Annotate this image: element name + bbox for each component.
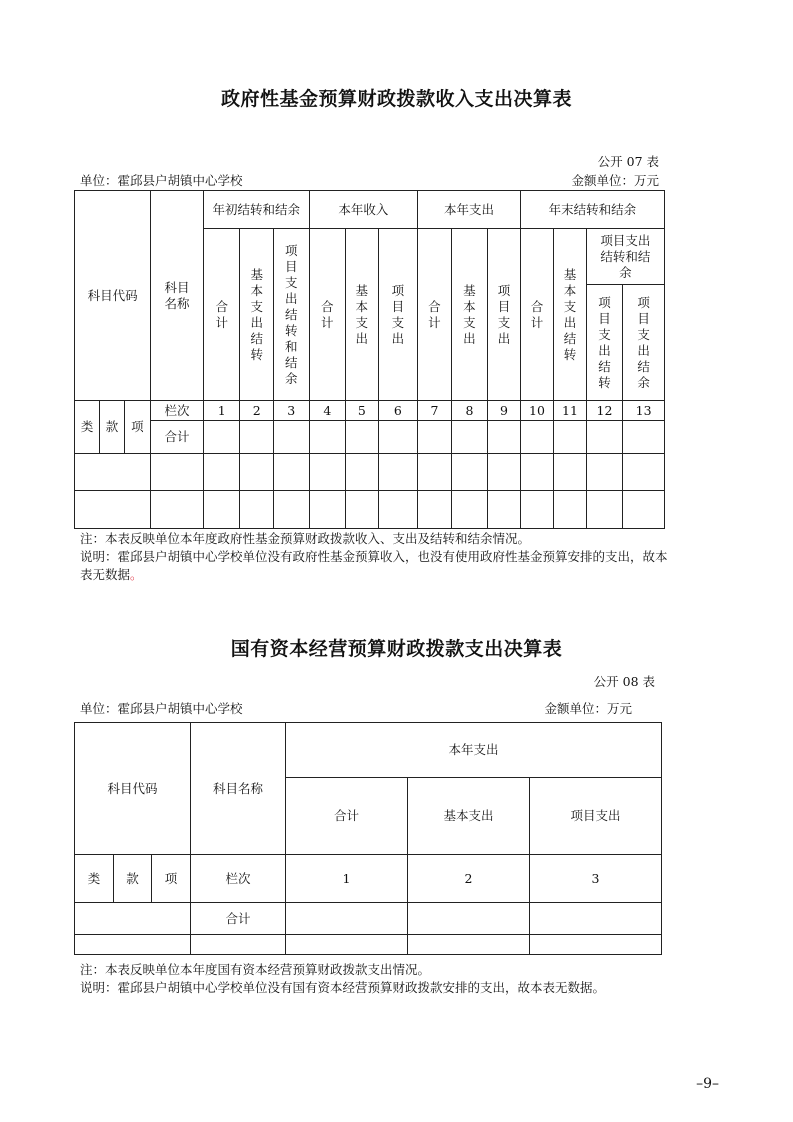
t2-lanci: 栏次 <box>191 855 286 903</box>
t2-lei: 类 <box>75 855 114 903</box>
t1-colnum: 3 <box>273 401 309 421</box>
t1-colnum: 13 <box>623 401 665 421</box>
t2-basic-header: 基本支出 <box>408 778 530 855</box>
table2-amount-unit: 金额单位：万元 <box>544 701 632 716</box>
t1-end-project-carry: 项目支出结转 <box>586 285 623 401</box>
table2-unit: 单位：霍邱县户胡镇中心学校 <box>80 701 243 716</box>
t1-begin-project: 项目支出结转和结余 <box>273 229 309 401</box>
t1-colnum: 10 <box>520 401 554 421</box>
t1-colnum: 2 <box>240 401 274 421</box>
t1-begin-basic: 基本支出结转 <box>240 229 274 401</box>
t2-subject-name-header: 科目名称 <box>191 723 286 855</box>
t2-subject-code-header: 科目代码 <box>75 723 191 855</box>
t1-end-project-balance: 项目支出结转和结余 <box>586 229 664 285</box>
t1-heji: 合计 <box>151 421 204 454</box>
t2-heji: 合计 <box>191 903 286 935</box>
table2-note: 注：本表反映单位本年度国有资本经营预算财政拨款支出情况。 <box>80 962 431 977</box>
table1-unit: 单位：霍邱县户胡镇中心学校 <box>80 173 243 188</box>
t1-subject-name-header: 科目名称 <box>151 191 204 401</box>
t1-colnum: 12 <box>586 401 623 421</box>
t1-end-basic: 基本支出结转 <box>554 229 586 401</box>
t1-colnum: 6 <box>378 401 418 421</box>
t2-total-header: 合计 <box>286 778 408 855</box>
t1-colnum: 11 <box>554 401 586 421</box>
t2-expense-header: 本年支出 <box>286 723 662 778</box>
t2-colnum: 1 <box>286 855 408 903</box>
table-row <box>75 491 665 529</box>
table1-amount-unit: 金额单位：万元 <box>571 173 659 188</box>
t2-project-header: 项目支出 <box>530 778 662 855</box>
t2-kuan: 款 <box>114 855 152 903</box>
t1-begin-total: 合计 <box>203 229 240 401</box>
t1-expense-header: 本年支出 <box>418 191 521 229</box>
t1-begin-balance-header: 年初结转和结余 <box>203 191 309 229</box>
t1-xiang: 项 <box>124 401 150 454</box>
t1-colnum: 5 <box>346 401 378 421</box>
t1-end-balance-header: 年末结转和结余 <box>520 191 664 229</box>
t1-end-total: 合计 <box>520 229 554 401</box>
t1-expense-total: 合计 <box>418 229 452 401</box>
t2-colnum: 2 <box>408 855 530 903</box>
table2-explain: 说明：霍邱县户胡镇中心学校单位没有国有资本经营预算财政拨款安排的支出，故本表无数据。 <box>80 980 606 995</box>
t1-subject-code-header: 科目代码 <box>75 191 151 401</box>
t1-expense-project: 项目支出 <box>488 229 521 401</box>
t1-colnum: 8 <box>451 401 488 421</box>
table2 <box>74 722 662 955</box>
table2-title: 国有资本经营预算财政拨款支出决算表 <box>230 638 563 660</box>
page-number: –9– <box>696 1076 719 1092</box>
t2-xiang: 项 <box>152 855 191 903</box>
t1-colnum: 4 <box>309 401 346 421</box>
table1-title: 政府性基金预算财政拨款收入支出决算表 <box>220 88 572 110</box>
table1-note: 注：本表反映单位本年度政府性基金预算财政拨款收入、支出及结转和结余情况。 <box>80 531 531 546</box>
t1-colnum: 9 <box>488 401 521 421</box>
t2-colnum: 3 <box>530 855 662 903</box>
t1-kuan: 款 <box>100 401 124 454</box>
table2-form-no: 公开 08 表 <box>593 674 655 689</box>
t1-income-project: 项目支出 <box>378 229 418 401</box>
t1-end-project-surplus: 项目支出结余 <box>623 285 665 401</box>
t1-expense-basic: 基本支出 <box>451 229 488 401</box>
t1-colnum: 7 <box>418 401 452 421</box>
table1-form-no: 公开 07 表 <box>597 154 659 169</box>
t1-income-total: 合计 <box>309 229 346 401</box>
table-row <box>75 454 665 491</box>
table-row <box>75 935 662 955</box>
t1-lanci: 栏次 <box>151 401 204 421</box>
t1-lei: 类 <box>75 401 100 454</box>
table1 <box>74 190 665 529</box>
t1-colnum: 1 <box>203 401 240 421</box>
t1-income-header: 本年收入 <box>309 191 418 229</box>
t1-income-basic: 基本支出 <box>346 229 378 401</box>
table1-explain: 说明：霍邱县户胡镇中心学校单位没有政府性基金预算收入，也没有使用政府性基金预算安排的支出，故本表无数据。 <box>80 549 668 582</box>
